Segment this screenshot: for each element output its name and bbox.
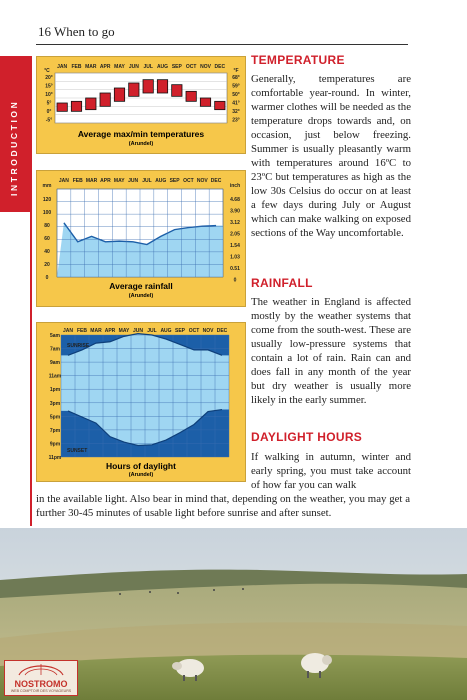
rainfall-right-axis-label: inch: [229, 183, 241, 189]
rainfall-chart-title: Average rainfall: [109, 281, 173, 291]
rainfall-right-tick: 0: [233, 277, 237, 284]
temperature-left-tick: 20°: [45, 75, 53, 81]
daylight-x-tick: JUN: [132, 328, 144, 334]
daylight-x-tick: AUG: [160, 328, 172, 334]
rainfall-x-tick: JUL: [142, 178, 152, 184]
temperature-right-tick: 32°: [232, 109, 240, 115]
watermark-name: NOSTROMO: [14, 679, 68, 689]
rainfall-right-tick: 3.12: [230, 220, 240, 226]
temperature-heading: TEMPERATURE: [251, 53, 345, 67]
sunrise-label: SUNRISE: [67, 343, 90, 349]
daylight-x-tick: JUL: [147, 328, 157, 334]
temperature-left-tick: 0°: [46, 109, 52, 115]
rainfall-chart-svg: [37, 171, 245, 306]
temperature-right-tick: 41°: [232, 100, 240, 107]
section-strip: [30, 56, 32, 526]
temperature-bar: [129, 83, 139, 96]
rainfall-left-tick: 0: [45, 275, 49, 281]
rainfall-chart: [36, 170, 246, 307]
rainfall-x-tick: APR: [100, 178, 111, 184]
header-rule: [36, 44, 408, 45]
temperature-left-tick: 15°: [45, 83, 53, 90]
daylight-y-tick: 11am: [48, 373, 62, 380]
rainfall-chart-subtitle: (Arundel): [128, 293, 154, 299]
temperature-bar: [215, 101, 225, 109]
temperature-chart-svg: [37, 57, 245, 153]
temperature-left-tick: 5°: [46, 100, 52, 107]
daylight-body: If walking in autumn, winter and early spring, you must take account of how far you can walk: [251, 451, 411, 491]
rainfall-left-axis-label: mm: [42, 183, 52, 189]
temperature-x-tick: DEC: [214, 64, 226, 70]
rainfall-x-tick: NOV: [196, 178, 208, 184]
daylight-y-tick: 5am: [49, 333, 61, 339]
temperature-x-tick: JUN: [128, 64, 139, 70]
rainfall-x-tick: OCT: [183, 178, 194, 184]
rainfall-x-tick: AUG: [155, 178, 167, 184]
rainfall-left-tick: 40: [44, 249, 50, 255]
rainfall-heading: RAINFALL: [251, 276, 313, 290]
temperature-left-axis-label: °C: [44, 68, 50, 74]
temperature-bar: [186, 91, 196, 101]
nostromo-logo-icon: [5, 661, 77, 679]
daylight-x-tick: APR: [104, 328, 116, 334]
temperature-x-tick: AUG: [156, 64, 169, 70]
rainfall-x-tick: FEB: [72, 178, 83, 184]
watermark-tagline: WEB COMPTOIR DES VOYAGEURS: [10, 689, 72, 693]
temperature-x-tick: MAR: [85, 64, 97, 70]
daylight-y-tick: 11pm: [48, 455, 62, 461]
temperature-chart-title: Average max/min temperatures: [77, 129, 205, 139]
temperature-x-tick: FEB: [71, 64, 82, 70]
daylight-x-tick: NOV: [202, 328, 214, 334]
temperature-bar: [200, 98, 210, 106]
sunset-label: SUNSET: [67, 448, 88, 454]
rainfall-left-tick: 80: [44, 223, 50, 229]
daylight-chart-svg: [37, 323, 245, 481]
temperature-bar: [143, 80, 153, 93]
rainfall-left-tick: 60: [44, 236, 50, 242]
temperature-body: Generally, temperatures are comfortable year-round. In winter, warmer clothes will be needed as the temperature drops towards and, on occasion, just below freezing. Summer is usually pleasantly warm with temperatures around 16ºC to 23ºC but temperatures as high as the low 30s Celsius do occur on at least a few days during July or August which can make walking on exposed sections of the Way uncomfortable.: [251, 73, 411, 239]
temperature-bar: [71, 101, 81, 111]
rainfall-x-tick: MAY: [113, 178, 125, 184]
rainfall-x-tick: MAR: [85, 178, 98, 184]
daylight-chart-title: Hours of daylight: [106, 461, 176, 471]
rainfall-left-tick: 120: [42, 197, 52, 203]
daylight-y-tick: 7am: [49, 346, 61, 353]
daylight-chart: [36, 322, 246, 482]
rainfall-x-tick: JUN: [128, 178, 139, 184]
daylight-x-tick: JAN: [62, 328, 74, 334]
rainfall-x-tick: DEC: [210, 178, 222, 184]
temperature-x-tick: JUL: [143, 64, 153, 70]
rainfall-body: The weather in England is affected mostly by the weather systems that come from the south-west. These are usually low-pressure systems that contain a lot of rain. Rain can and does fall in any month of the year but dry weather is usually more likely in the early summer.: [251, 296, 411, 406]
daylight-x-tick: DEC: [216, 328, 228, 334]
daylight-x-tick: SEP: [174, 328, 186, 334]
daylight-y-tick: 9pm: [49, 441, 61, 448]
daylight-chart-subtitle: (Arundel): [128, 472, 154, 478]
rainfall-left-tick: 100: [42, 210, 52, 216]
daylight-y-tick: 1pm: [49, 387, 61, 394]
temperature-left-tick: 10°: [45, 92, 53, 98]
temperature-bar: [172, 85, 182, 97]
temperature-bar: [57, 103, 67, 111]
daylight-y-tick: 9am: [49, 360, 61, 367]
rainfall-right-tick: 3.90: [230, 208, 240, 215]
temperature-right-tick: 59°: [232, 83, 240, 90]
temperature-chart-subtitle: (Arundel): [128, 141, 154, 147]
temperature-bar: [86, 98, 96, 110]
daylight-y-tick: 5pm: [49, 414, 61, 421]
rainfall-x-tick: SEP: [169, 178, 180, 184]
daylight-x-tick: FEB: [77, 328, 87, 334]
daylight-y-tick: 7pm: [49, 427, 61, 434]
rainfall-right-tick: 4.68: [230, 197, 240, 203]
temperature-right-tick: 23°: [232, 117, 240, 124]
temperature-left-tick: -5°: [45, 117, 53, 124]
temperature-right-tick: 68°: [232, 75, 240, 81]
temperature-x-tick: OCT: [185, 64, 197, 70]
daylight-heading: DAYLIGHT HOURS: [251, 430, 363, 444]
section-tab-label: INTRODUCTION: [9, 99, 19, 196]
rainfall-right-tick: 2.05: [230, 231, 240, 238]
rainfall-left-tick: 20: [44, 262, 50, 268]
rainfall-right-tick: 1.03: [230, 254, 240, 261]
daylight-y-tick: 3pm: [49, 400, 61, 407]
daylight-x-tick: OCT: [188, 328, 200, 334]
temperature-right-tick: 50°: [232, 92, 240, 98]
rainfall-right-tick: 0.51: [230, 266, 240, 272]
daylight-body-continued: in the available light. Also bear in mind that, depending on the weather, you may get a further 30-45 minutes of usable light before sunrise and after sunset.: [36, 493, 410, 519]
rainfall-x-tick: JAN: [58, 178, 69, 184]
temperature-x-tick: SEP: [171, 64, 182, 70]
temperature-bar: [100, 93, 110, 106]
temperature-x-tick: JAN: [57, 64, 68, 70]
temperature-right-axis-label: °F: [233, 68, 239, 74]
temperature-x-tick: MAY: [114, 64, 125, 70]
temperature-x-tick: APR: [99, 64, 111, 70]
temperature-bar: [114, 88, 124, 101]
rainfall-right-tick: 1.54: [230, 243, 240, 249]
temperature-x-tick: NOV: [200, 64, 211, 70]
running-header: 16 When to go: [38, 24, 115, 39]
daylight-x-tick: MAR: [90, 328, 102, 334]
daylight-x-tick: MAY: [118, 328, 130, 334]
temperature-chart: [36, 56, 246, 154]
temperature-bar: [157, 80, 167, 93]
nostromo-watermark: [4, 660, 78, 696]
